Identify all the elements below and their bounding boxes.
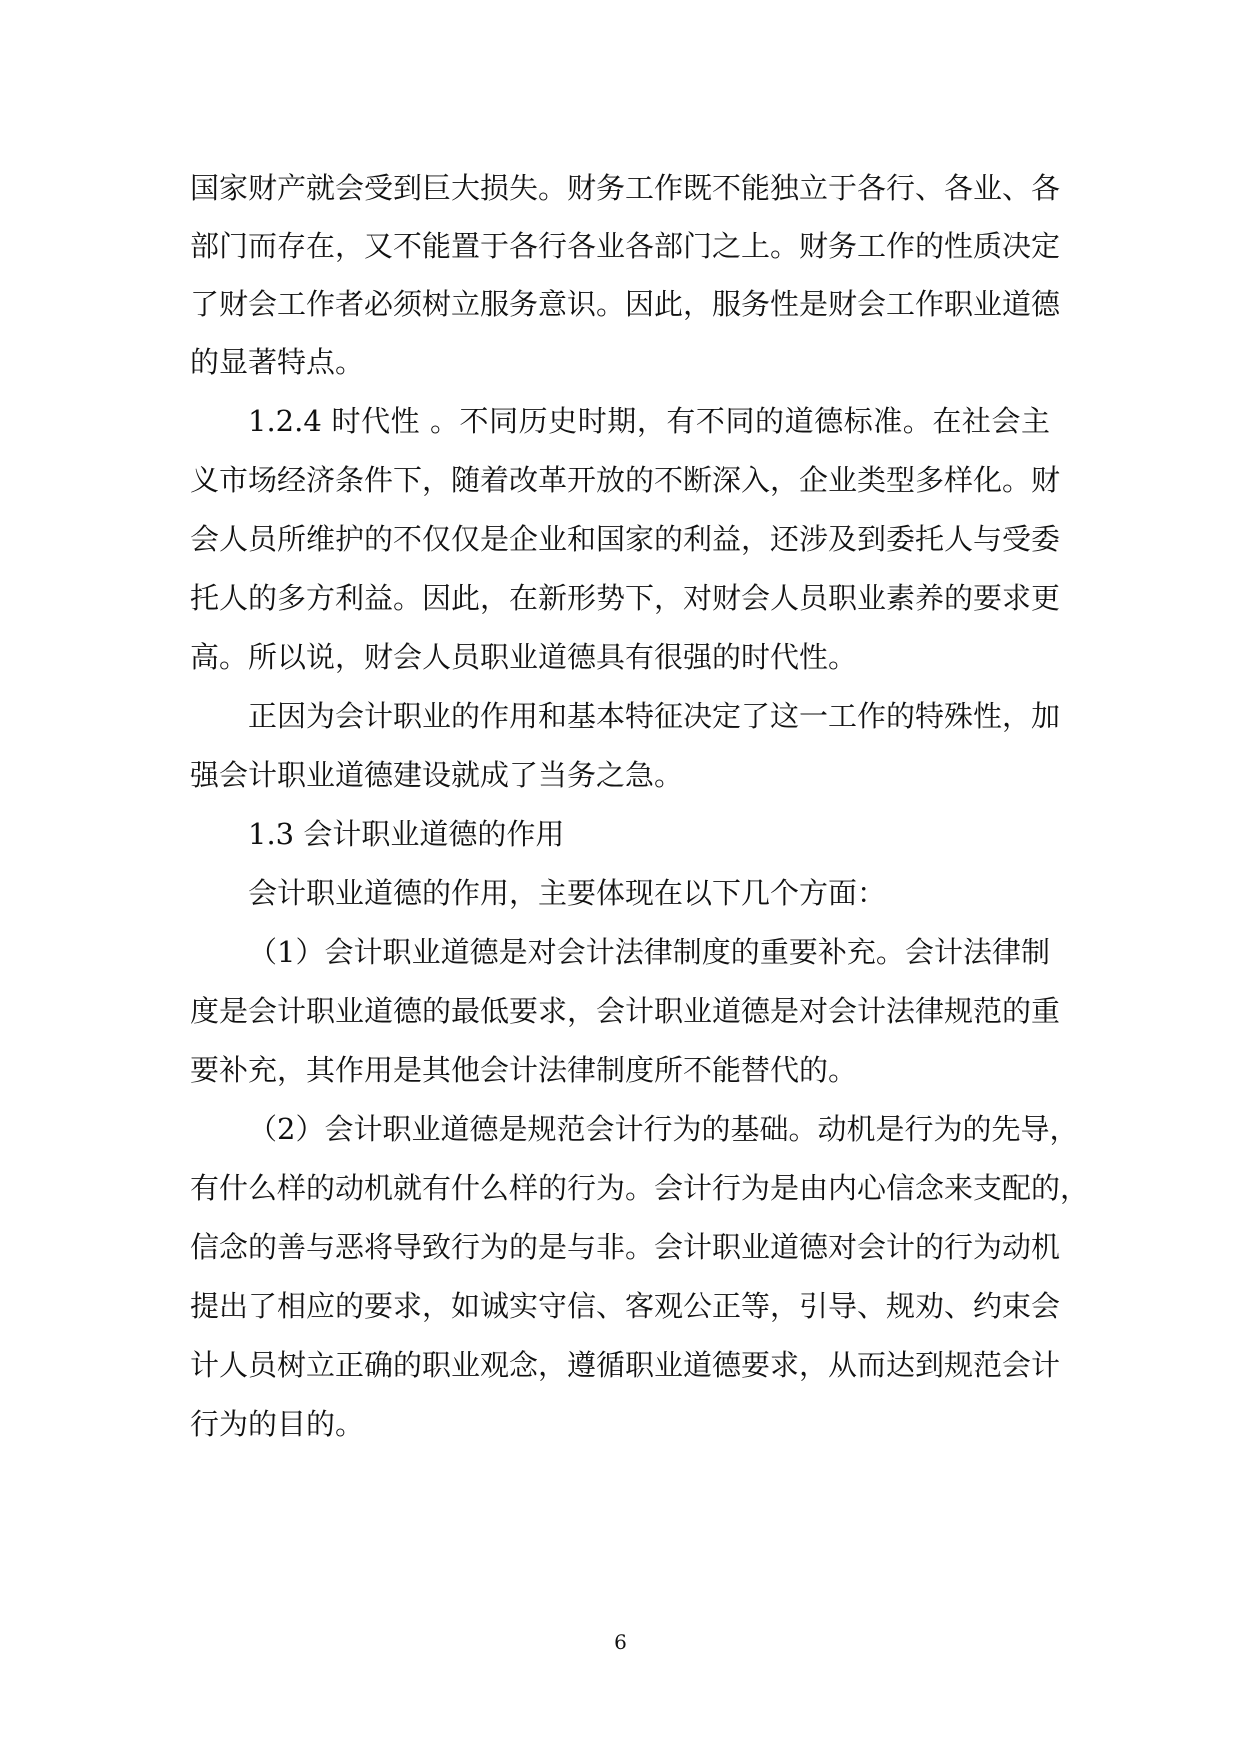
text-line: 度是会计职业道德的最低要求，会计职业道德是对会计法律规范的重 [190, 994, 1061, 1028]
text-line: 国家财产就会受到巨大损失。财务工作既不能独立于各行、各业、各 [190, 171, 1061, 205]
section-heading-1-3: 1.3 会计职业道德的作用 [248, 817, 565, 851]
section-1-2-4-line: 1.2.4 时代性 。不同历史时期，有不同的道德标准。在社会主 [248, 404, 1050, 438]
text-line: 了财会工作者必须树立服务意识。因此，服务性是财会工作职业道德 [190, 287, 1061, 321]
text-line: 行为的目的。 [190, 1407, 365, 1441]
text-line: 信念的善与恶将导致行为的是与非。会计职业道德对会计的行为动机 [190, 1230, 1061, 1264]
list-item-1-line: （1）会计职业道德是对会计法律制度的重要补充。会计法律制 [248, 935, 1050, 969]
text-line: 正因为会计职业的作用和基本特征决定了这一工作的特殊性，加 [248, 699, 1061, 733]
text-line: 托人的多方利益。因此，在新形势下，对财会人员职业素养的要求更 [190, 581, 1061, 615]
text-line: 有什么样的动机就有什么样的行为。会计行为是由内心信念来支配的， [190, 1171, 1090, 1205]
text-line: 要补充，其作用是其他会计法律制度所不能替代的。 [190, 1053, 858, 1087]
text-line: 计人员树立正确的职业观念，遵循职业道德要求，从而达到规范会计 [190, 1348, 1061, 1382]
text-line: 会人员所维护的不仅仅是企业和国家的利益，还涉及到委托人与受委 [190, 522, 1061, 556]
text-line: 部门而存在，又不能置于各行各业各部门之上。财务工作的性质决定 [190, 229, 1061, 263]
text-line: 会计职业道德的作用，主要体现在以下几个方面： [248, 876, 887, 910]
text-line: 强会计职业道德建设就成了当务之急。 [190, 758, 684, 792]
page-number: 6 [614, 1630, 627, 1654]
list-item-2-line: （2）会计职业道德是规范会计行为的基础。动机是行为的先导， [248, 1112, 1079, 1146]
text-line: 的显著特点。 [190, 345, 365, 379]
text-line: 义市场经济条件下，随着改革开放的不断深入，企业类型多样化。财 [190, 463, 1061, 497]
text-line: 高。所以说，财会人员职业道德具有很强的时代性。 [190, 640, 858, 674]
text-line: 提出了相应的要求，如诚实守信、客观公正等，引导、规劝、约束会 [190, 1289, 1061, 1323]
